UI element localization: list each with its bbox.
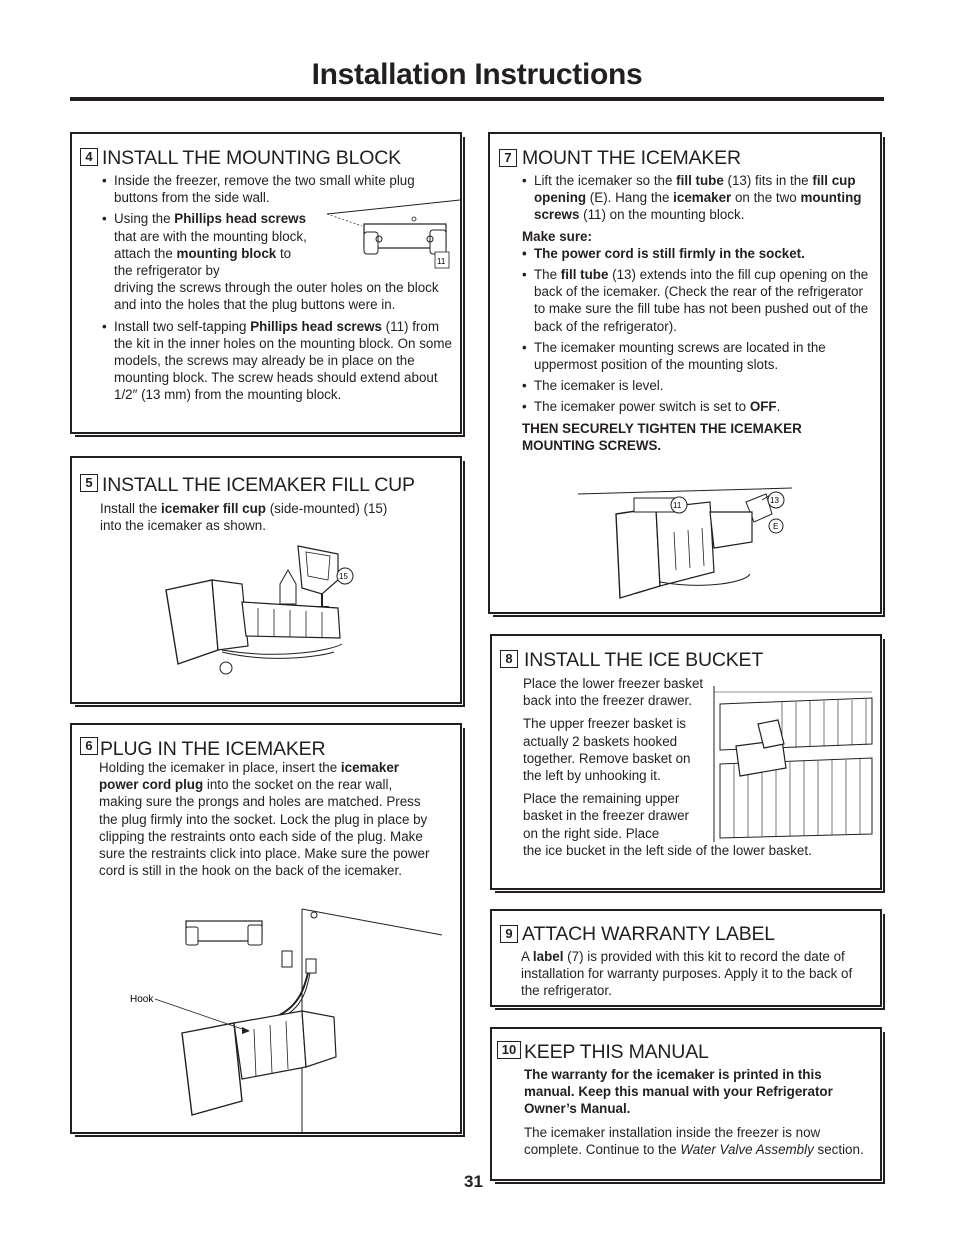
step-number: 10 xyxy=(497,1041,521,1059)
step-heading: ATTACH WARRANTY LABEL xyxy=(522,923,775,945)
step-body: Install the icemaker fill cup (side-mounted) (15) into the icemaker as shown. xyxy=(100,501,388,534)
step-5-panel xyxy=(70,456,462,704)
step-heading: INSTALL THE MOUNTING BLOCK xyxy=(102,147,401,169)
paragraph: The icemaker installation inside the freezer is now complete. Continue to the Water Valve Assembly section. xyxy=(524,1124,864,1157)
figure-callout: 11 xyxy=(437,257,446,266)
step-body: Holding the icemaker in place, insert the icemaker power cord plug into the socket on the rear wall, making sure the prongs and holes are matched. Press the plug firmly into the socket. Lock the plug in place by clipping the restraints onto each side of the plug. Make sure the restraints click into place. Make sure the power cord is still in the hook on the back of the icemaker. xyxy=(99,760,430,879)
step-heading: INSTALL THE ICE BUCKET xyxy=(524,649,764,671)
bullet-item: • The icemaker power switch is set to OFF. xyxy=(522,398,874,415)
figure-callout: Hook xyxy=(130,994,154,1005)
figure-callout: 13 xyxy=(770,496,779,505)
make-sure-label: Make sure: xyxy=(522,228,592,244)
step-number: 7 xyxy=(499,149,517,167)
step-heading: INSTALL THE ICEMAKER FILL CUP xyxy=(102,474,415,496)
step-6-panel xyxy=(70,723,462,1134)
paragraph: Place the lower freezer basket back into the freezer drawer. xyxy=(523,676,704,709)
tighten-instruction: THEN SECURELY TIGHTEN THE ICEMAKER MOUNTING SCREWS. xyxy=(522,420,802,453)
page-number: 31 xyxy=(464,1172,483,1191)
figure-callout: E xyxy=(773,522,779,531)
bullet-item: • Install two self-tapping Phillips head screws (11) from the kit in the inner holes on the mounting block. On some models, the screws may already be in place on the mounting block. The screw heads should extend about 1/2″ (13 mm) from the mounting block. xyxy=(102,318,458,404)
bullet-item: • Inside the freezer, remove the two small white plug buttons from the side wall. xyxy=(102,172,458,206)
step-body xyxy=(524,1066,864,1158)
bullet-item: • The fill tube (13) extends into the fill cup opening on the back of the icemaker. (Check the rear of the refrigerator to make sure the fill tube has not been pushed out of the back of the refrigerator). xyxy=(522,266,874,335)
mounting-block-illustration xyxy=(322,194,462,274)
bullet-item: • The power cord is still firmly in the socket. xyxy=(522,245,874,262)
step-heading: KEEP THIS MANUAL xyxy=(524,1041,709,1063)
paragraph: The upper freezer basket is actually 2 baskets hooked together. Remove basket on the left by unhooking it. xyxy=(523,716,691,784)
step-number: 4 xyxy=(80,148,98,166)
plug-in-illustration xyxy=(122,907,452,1132)
warranty-note: The warranty for the icemaker is printed in this manual. Keep this manual with your Refrigerator Owner’s Manual. xyxy=(524,1067,833,1117)
paragraph: the ice bucket in the left side of the lower basket. xyxy=(523,842,812,858)
bullet-item: • Lift the icemaker so the fill tube (13) fits in the fill cup opening (E). Hang the icemaker on the two mounting screws (11) on the mounting block. xyxy=(522,172,874,224)
step-number: 9 xyxy=(500,925,518,943)
bullet-item: • Using the Phillips head screws that are with the mounting block, attach the mounting block to the refrigerator by xyxy=(102,210,312,279)
step-number: 6 xyxy=(80,737,98,755)
step-7-panel xyxy=(488,132,882,614)
figure-callout: 15 xyxy=(339,572,348,581)
paragraph: Place the remaining upper basket in the freezer drawer on the right side. Place xyxy=(523,791,689,841)
step-number: 8 xyxy=(500,650,518,668)
mount-icemaker-illustration xyxy=(576,482,796,606)
bullet-item: • The icemaker mounting screws are located in the uppermost position of the mounting slots. xyxy=(522,339,874,373)
bullet-item: • The icemaker is level. xyxy=(522,377,874,394)
step-heading: MOUNT THE ICEMAKER xyxy=(522,147,741,169)
step-body: A label (7) is provided with this kit to record the date of installation for warranty purposes. Apply it to the back of the refrigerator. xyxy=(521,949,853,999)
page-title: Installation Instructions xyxy=(311,58,643,91)
step-8-panel xyxy=(490,634,882,890)
fill-cup-illustration xyxy=(162,540,382,690)
step-9-panel xyxy=(490,909,882,1007)
step-number: 5 xyxy=(80,474,98,492)
ice-bucket-illustration xyxy=(712,684,874,844)
step-heading: PLUG IN THE ICEMAKER xyxy=(100,738,326,760)
bullet-continuation: driving the screws through the outer holes on the block and into the holes that the plug buttons were in. xyxy=(114,280,439,313)
step-body xyxy=(522,172,874,454)
step-10-panel xyxy=(490,1027,882,1181)
step-4-panel xyxy=(70,132,462,434)
title-rule xyxy=(70,97,884,101)
figure-callout: 11 xyxy=(673,501,682,510)
